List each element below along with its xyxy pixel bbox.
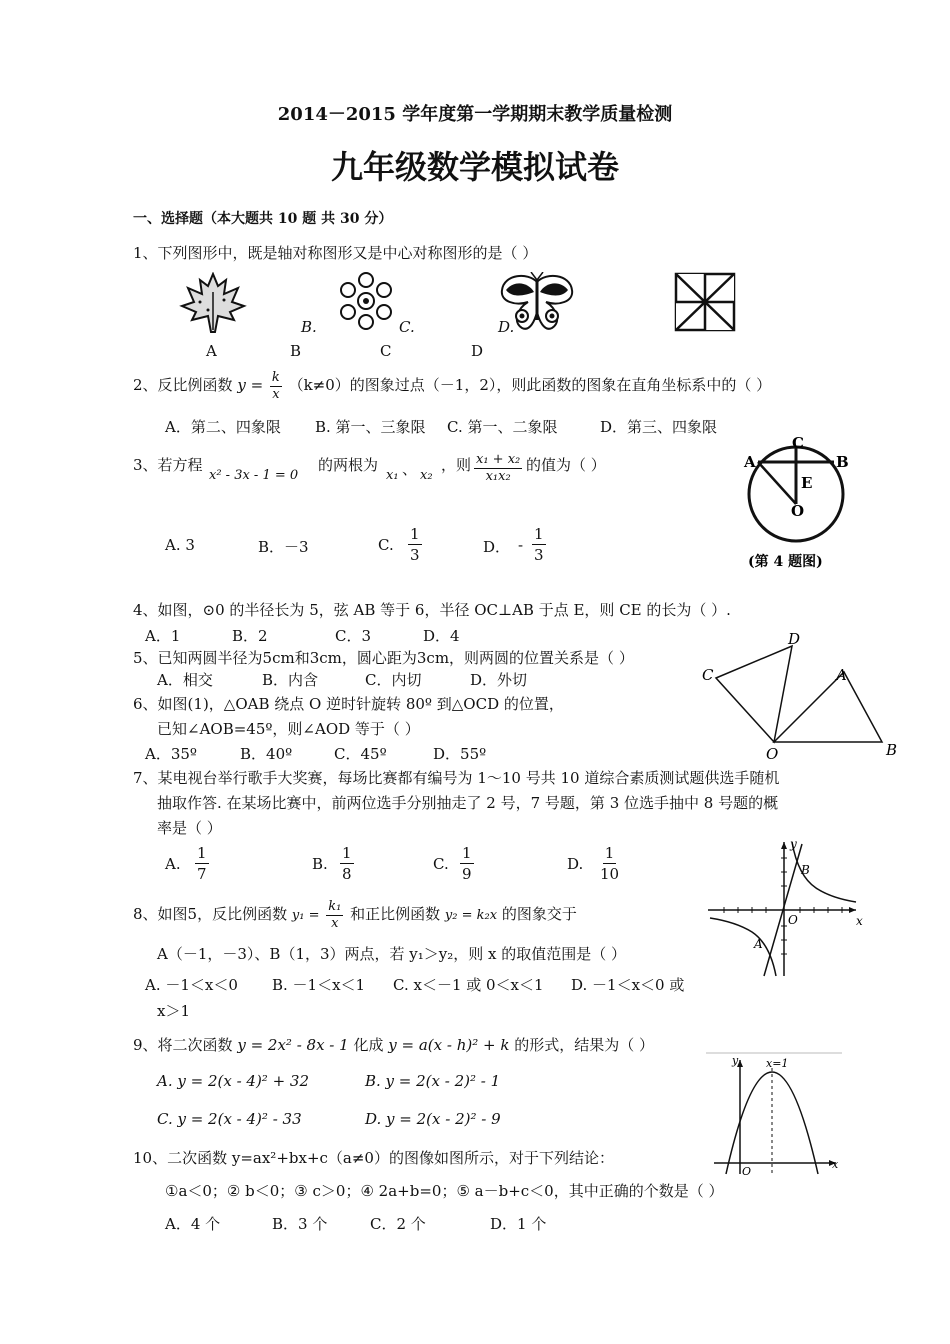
q8-fn1-num: k₁ — [328, 898, 342, 914]
q7-fraction-d — [600, 843, 619, 884]
q7-den-c: 9 — [462, 865, 472, 883]
hyperbola-line-figure — [706, 836, 866, 982]
q6-option-d: D．55º — [433, 745, 487, 763]
q10-option-b: B．3 个 — [272, 1215, 328, 1233]
snowflake-figure — [335, 270, 397, 332]
q9-option-d: D. y = 2(x - 2)² - 9 — [365, 1110, 501, 1128]
q4-stem: 4、如图，⊙0 的半径长为 5，弦 AB 等于 6，半径 OC⊥AB 于点 E，则 CE 的长为（ ）. — [133, 601, 731, 619]
q10-option-a: A．4 个 — [165, 1215, 221, 1233]
q8-option-d: D. －1＜x＜0 或 — [571, 976, 685, 994]
fig8-label-o: O — [788, 913, 798, 927]
fig10-label-axis: x=1 — [766, 1057, 789, 1070]
q7-den-a: 7 — [197, 865, 207, 883]
q3-expression — [472, 452, 524, 485]
q9-option-b: B. y = 2(x - 2)² - 1 — [365, 1072, 501, 1090]
q5-option-d: D．外切 — [470, 671, 528, 689]
q6-option-a: A．35º — [145, 745, 197, 763]
q3-option-d-value — [530, 524, 548, 565]
q2-option-a: A．第二、四象限 — [165, 418, 281, 436]
q7-option-d: D. — [567, 855, 584, 873]
q1-option-d: D — [471, 342, 484, 360]
q5-option-b: B．内含 — [262, 671, 319, 689]
q2-fn-lhs: y = — [237, 376, 264, 394]
q3-opt-d-num: 1 — [534, 525, 544, 543]
q7-line2: 抽取作答. 在某场比赛中，前两位选手分别抽走了 2 号，7 号题，第 3 位选手抽中 8 号题的概 — [157, 794, 779, 812]
q8-prefix: 8、如图5，反比例函数 — [133, 905, 288, 923]
q3-option-c: C. — [378, 536, 394, 554]
fig4-caption: (第 4 题图) — [748, 554, 823, 570]
parabola-figure — [706, 1050, 846, 1178]
q9-prefix: 9、将二次函数 — [133, 1036, 233, 1054]
q3-sep: 、 — [402, 460, 418, 478]
q3-opt-d-den: 3 — [534, 546, 544, 564]
q4-option-a: A．1 — [145, 627, 181, 645]
rotation-triangles-figure — [696, 628, 906, 762]
q7-fraction-c — [460, 843, 474, 884]
q5-option-a: A．相交 — [157, 671, 213, 689]
q7-num-b: 1 — [342, 844, 352, 862]
q10-conclusions: ①a＜0；② b＜0；③ c＞0；④ 2a+b=0；⑤ a－b+c＜0，其中正确的个数是（ ） — [165, 1182, 724, 1200]
q3-opt-c-num: 1 — [410, 525, 420, 543]
q2-fraction — [270, 370, 282, 403]
q3-fraction — [474, 452, 522, 485]
fig10-label-y: y — [732, 1054, 739, 1067]
q3-expr-den: x₁x₂ — [485, 469, 511, 484]
q3-root1: x₁ — [386, 468, 399, 483]
q1-inner-label-b: B. — [301, 318, 317, 336]
q8-fn2: y₂ = k₂x — [444, 908, 498, 923]
q7-den-d: 10 — [600, 865, 620, 883]
q7-line1: 7、某电视台举行歌手大奖赛，每场比赛都有编号为 1～10 号共 10 道综合素质测试题供选手随机 — [133, 769, 780, 787]
q3-option-d-fraction — [532, 524, 546, 565]
q8-line2: A（－1，－3）、B（1，3）两点，若 y₁＞y₂，则 x 的取值范围是（ ） — [157, 945, 627, 963]
q8-fn1-fraction — [326, 899, 343, 932]
q8-fn1-den: x — [331, 915, 339, 931]
fig6-label-a: A — [836, 666, 847, 684]
q6-line1: 6、如图(1)，△OAB 绕点 O 逆时针旋转 80º 到△OCD 的位置， — [133, 695, 564, 713]
q7-num-d: 1 — [604, 844, 615, 862]
q8-option-b: B. －1＜x＜1 — [272, 976, 366, 994]
section-heading: 一、选择题（本大题共 10 题 共 30 分） — [133, 211, 393, 227]
q1-inner-label-c: C. — [399, 318, 415, 336]
fig6-label-c: C — [702, 666, 714, 684]
q2-fn-den: x — [272, 386, 280, 402]
q3-option-c-value — [406, 524, 424, 565]
q9-form: y = a(x - h)² + k — [388, 1036, 510, 1054]
q3-expr-num: x₁ + x₂ — [476, 452, 521, 467]
fig4-label-b: B — [836, 453, 849, 471]
fig10-label-x: x — [832, 1158, 839, 1171]
q6-option-c: C．45º — [334, 745, 387, 763]
q8-suffix: 的图象交于 — [501, 905, 577, 923]
fig6-label-d: D — [788, 630, 801, 648]
q9-suffix: 的形式，结果为（ ） — [514, 1036, 654, 1054]
q3-suffix: 的值为（ ） — [526, 456, 606, 474]
fig4-label-o: O — [791, 502, 805, 520]
fig6-label-b: B — [886, 741, 898, 759]
q3-option-d: D． — [483, 538, 511, 556]
fig10-label-o: O — [742, 1165, 752, 1178]
fig8-label-x: x — [856, 914, 863, 928]
q9-option-a: A. y = 2(x - 4)² + 32 — [157, 1072, 310, 1090]
fig8-label-b: B — [801, 863, 810, 877]
fig4-label-c: C — [792, 434, 804, 452]
q7-option-c: C. — [433, 855, 449, 873]
q10-stem: 10、二次函数 y=ax²+bx+c（a≠0）的图像如图所示，对于下列结论： — [133, 1149, 614, 1167]
q2-prefix: 2、反比例函数 — [133, 376, 233, 394]
q6-line2: 已知∠AOB=45º，则∠AOD 等于（ ） — [157, 720, 420, 738]
q7-num-c: 1 — [462, 844, 472, 862]
q3-option-b: B．－3 — [258, 538, 309, 556]
fig4-label-e: E — [801, 474, 813, 492]
q1-option-a: A — [206, 342, 217, 360]
pinwheel-figure — [674, 272, 736, 332]
q8-fn1-lhs: y₁ = — [291, 908, 320, 923]
fig6-label-o: O — [766, 745, 779, 762]
q3-equation: x² - 3x - 1 = 0 — [209, 468, 299, 483]
q7-num-a: 1 — [197, 844, 207, 862]
q3-mid2: ，则 — [441, 456, 472, 474]
q8-stem — [133, 896, 577, 934]
q4-option-c: C．3 — [335, 627, 372, 645]
exam-title: 九年级数学模拟试卷 — [330, 148, 619, 186]
q3-root2: x₂ — [420, 468, 433, 483]
fig8-label-y: y — [790, 837, 797, 851]
q7-fraction-b — [340, 843, 354, 884]
q1-inner-label-d: D. — [498, 318, 515, 336]
q3-prefix: 3、若方程 — [133, 456, 203, 474]
q5-option-c: C．内切 — [365, 671, 422, 689]
q9-option-c: C. y = 2(x - 4)² - 33 — [157, 1110, 302, 1128]
q7-option-a-value — [193, 843, 211, 884]
q1-stem: 1、下列图形中，既是轴对称图形又是中心对称图形的是（ ） — [133, 244, 538, 262]
q7-option-b-value — [338, 843, 356, 884]
q2-option-d: D．第三、四象限 — [600, 418, 718, 436]
fig4-label-a: A — [744, 453, 756, 471]
q7-option-b: B. — [312, 855, 328, 873]
q8-option-c: C. x＜－1 或 0＜x＜1 — [393, 976, 544, 994]
q7-option-a: A. — [165, 855, 181, 873]
fig8-label-a: A — [754, 937, 763, 951]
q2-suffix: （k≠0）的图象过点（－1，2），则此函数的图象在直角坐标系中的（ ） — [288, 376, 772, 394]
q9-mid: 化成 — [353, 1036, 384, 1054]
q1-option-c: C — [380, 342, 392, 360]
circle-chord-figure — [738, 432, 863, 574]
q2-fn-num: k — [271, 369, 280, 385]
q8-option-d-cont: x＞1 — [157, 1002, 191, 1020]
q3-opt-d-sign: - — [518, 536, 524, 554]
q3-opt-c-den: 3 — [410, 546, 420, 564]
q7-line3: 率是（ ） — [157, 819, 222, 837]
q7-option-d-value — [598, 843, 621, 884]
q5-stem: 5、已知两圆半径为5cm和3cm，圆心距为3cm，则两圆的位置关系是（ ） — [133, 649, 634, 667]
q3-option-c-fraction — [408, 524, 422, 565]
q7-option-c-value — [458, 843, 476, 884]
q9-stem — [133, 1034, 654, 1055]
q8-option-a: A. －1＜x＜0 — [145, 976, 238, 994]
q3-mid: 的两根为 — [318, 456, 379, 474]
q10-option-d: D．1 个 — [490, 1215, 547, 1233]
q2-stem — [133, 367, 771, 403]
q8-mid: 和正比例函数 — [350, 905, 441, 923]
maple-leaf-figure — [178, 272, 248, 334]
q10-option-c: C．2 个 — [370, 1215, 426, 1233]
q1-option-b: B — [290, 342, 302, 360]
q3-option-a: A. 3 — [165, 536, 195, 554]
q2-option-c: C. 第一、二象限 — [447, 418, 558, 436]
q4-option-b: B．2 — [232, 627, 268, 645]
q7-den-b: 8 — [342, 865, 352, 883]
q4-option-d: D．4 — [423, 627, 460, 645]
q7-fraction-a — [195, 843, 209, 884]
q9-fn: y = 2x² - 8x - 1 — [237, 1036, 349, 1054]
exam-subtitle: 2014－2015 学年度第一学期期末教学质量检测 — [277, 104, 673, 125]
q2-option-b: B. 第一、三象限 — [315, 418, 426, 436]
q6-option-b: B．40º — [240, 745, 293, 763]
